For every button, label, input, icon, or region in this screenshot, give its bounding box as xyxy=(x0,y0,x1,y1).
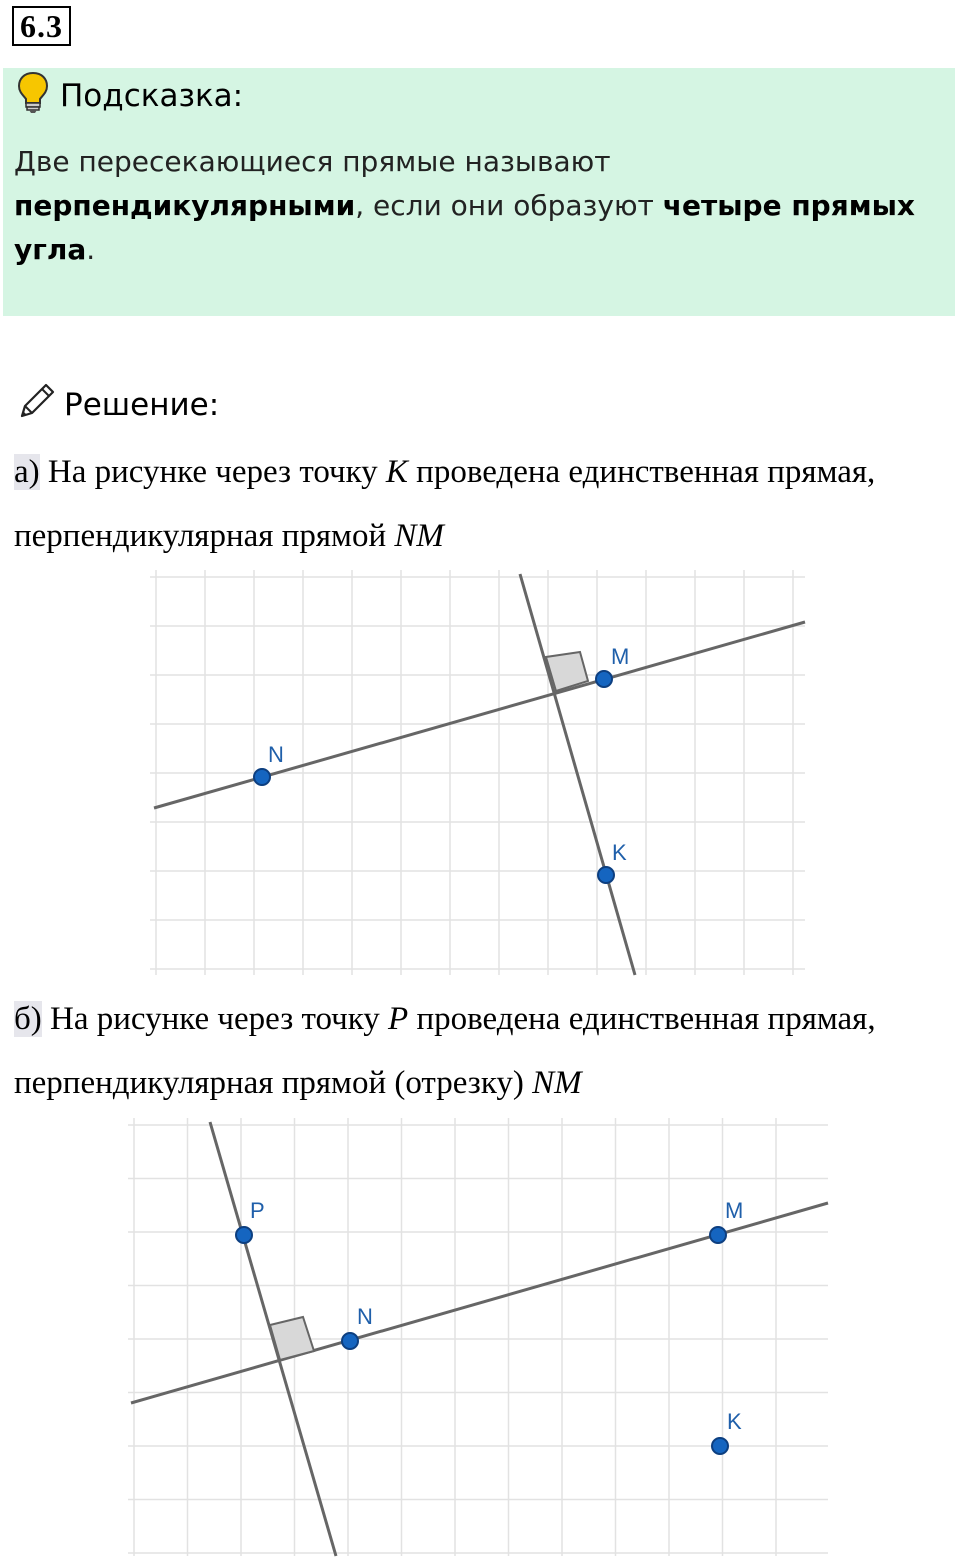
part-a-marker: а) xyxy=(14,454,40,490)
line-var: NM xyxy=(394,518,444,554)
hint-term: четыре прямых угла xyxy=(14,189,915,266)
hint-text-part: , если они образуют xyxy=(355,189,663,222)
part-b-marker: б) xyxy=(14,1001,42,1037)
part-b-text xyxy=(14,987,894,1115)
pencil-icon xyxy=(16,380,58,430)
line-nm xyxy=(154,622,805,808)
point-n xyxy=(342,1333,358,1349)
point-var: P xyxy=(388,1001,409,1037)
solution-title: Решение: xyxy=(64,387,220,423)
label-m: M xyxy=(611,644,630,669)
point-m xyxy=(596,671,612,687)
task-number: 6.3 xyxy=(12,6,71,46)
point-p xyxy=(236,1227,252,1243)
point-n xyxy=(254,769,270,785)
part-b-text-2: проведена единственная прямая, перпендикулярная прямой (отрезку) xyxy=(14,1001,876,1101)
point-var: K xyxy=(385,454,408,490)
hint-title: Подсказка: xyxy=(60,78,244,114)
point-m xyxy=(710,1227,726,1243)
hint-text-part: . xyxy=(86,233,96,266)
label-k: K xyxy=(727,1409,742,1434)
grid xyxy=(150,570,805,975)
label-n: N xyxy=(357,1304,373,1329)
grid xyxy=(128,1118,828,1556)
point-k xyxy=(712,1438,728,1454)
part-a-text-1: На рисунке через точку xyxy=(39,454,386,490)
solution-header xyxy=(16,382,219,428)
part-b-text-1: На рисунке через точку xyxy=(41,1001,389,1037)
part-a-text-2: проведена единственная прямая, перпендикулярная прямой xyxy=(14,454,876,554)
lightbulb-icon xyxy=(16,70,50,122)
label-k: K xyxy=(612,840,627,865)
diagram-a xyxy=(150,570,810,980)
hint-text xyxy=(14,140,924,272)
line-var: NM xyxy=(532,1065,582,1101)
perpendicular-line-k xyxy=(520,574,635,975)
label-m: M xyxy=(725,1198,744,1223)
diagram-b xyxy=(128,1118,833,1558)
hint-term: перпендикулярными xyxy=(14,189,356,222)
hint-text-part: Две пересекающиеся прямые называют xyxy=(14,145,611,178)
point-k xyxy=(598,867,614,883)
part-a-text xyxy=(14,440,894,568)
hint-header xyxy=(16,74,243,118)
label-n: N xyxy=(268,742,284,767)
label-p: P xyxy=(250,1198,265,1223)
